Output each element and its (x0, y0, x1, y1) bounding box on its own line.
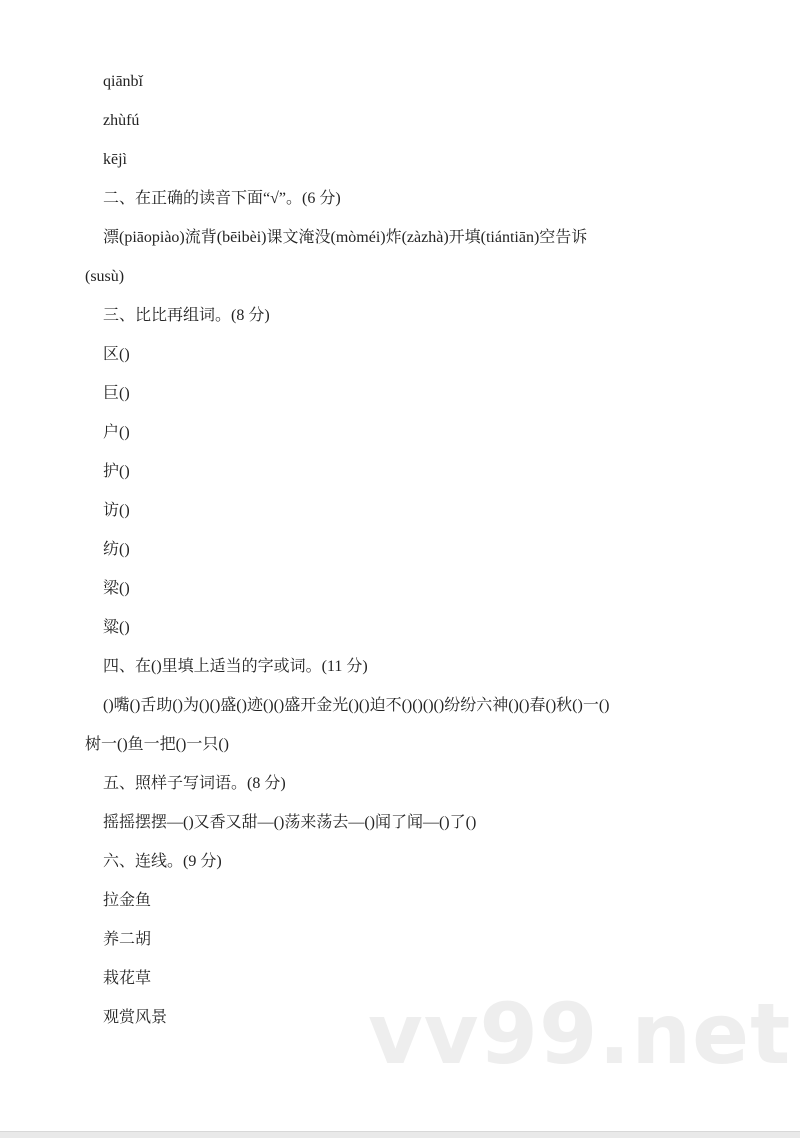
document-body (0, 62, 800, 1037)
text-line: 二、在正确的读音下面“√”。(6 分) (103, 190, 341, 207)
text-line: zhùfú (103, 112, 140, 129)
text-line: 区() (103, 346, 130, 363)
text-line: 观赏风景 (103, 1009, 168, 1026)
text-line: 六、连线。(9 分) (103, 853, 222, 870)
text-line: 栽花草 (103, 970, 152, 987)
text-line: 漂(piāopiào)流背(bēibèi)课文淹没(mòméi)炸(zàzhà)开填(tiántiān)空告诉 (103, 229, 588, 246)
text-line: 树一()鱼一把()一只() (85, 736, 229, 753)
text-line: (susù) (85, 268, 125, 285)
text-line: kējì (103, 151, 127, 168)
text-line: 养二胡 (103, 931, 152, 948)
text-line: 摇摇摆摆—()又香又甜—()荡来荡去—()闻了闻—()了() (103, 814, 477, 831)
text-line: qiānbǐ (103, 73, 143, 90)
text-line: 粱() (103, 619, 130, 636)
text-line: 三、比比再组词。(8 分) (103, 307, 270, 324)
text-line: 户() (103, 424, 130, 441)
text-line: 拉金鱼 (103, 892, 152, 909)
text-line: ()嘴()舌助()为()()盛()迹()()盛开金光()()迫不()()()()纷纷六神()()春()秋()一() (103, 697, 610, 714)
text-line: 巨() (103, 385, 130, 402)
text-line: 梁() (103, 580, 130, 597)
text-line: 护() (103, 463, 130, 480)
text-line: 五、照样子写词语。(8 分) (103, 775, 286, 792)
text-line: 访() (103, 502, 130, 519)
watermark: vv99.net (368, 985, 792, 1083)
text-line: 四、在()里填上适当的字或词。(11 分) (103, 658, 368, 675)
text-line: 纺() (103, 541, 130, 558)
